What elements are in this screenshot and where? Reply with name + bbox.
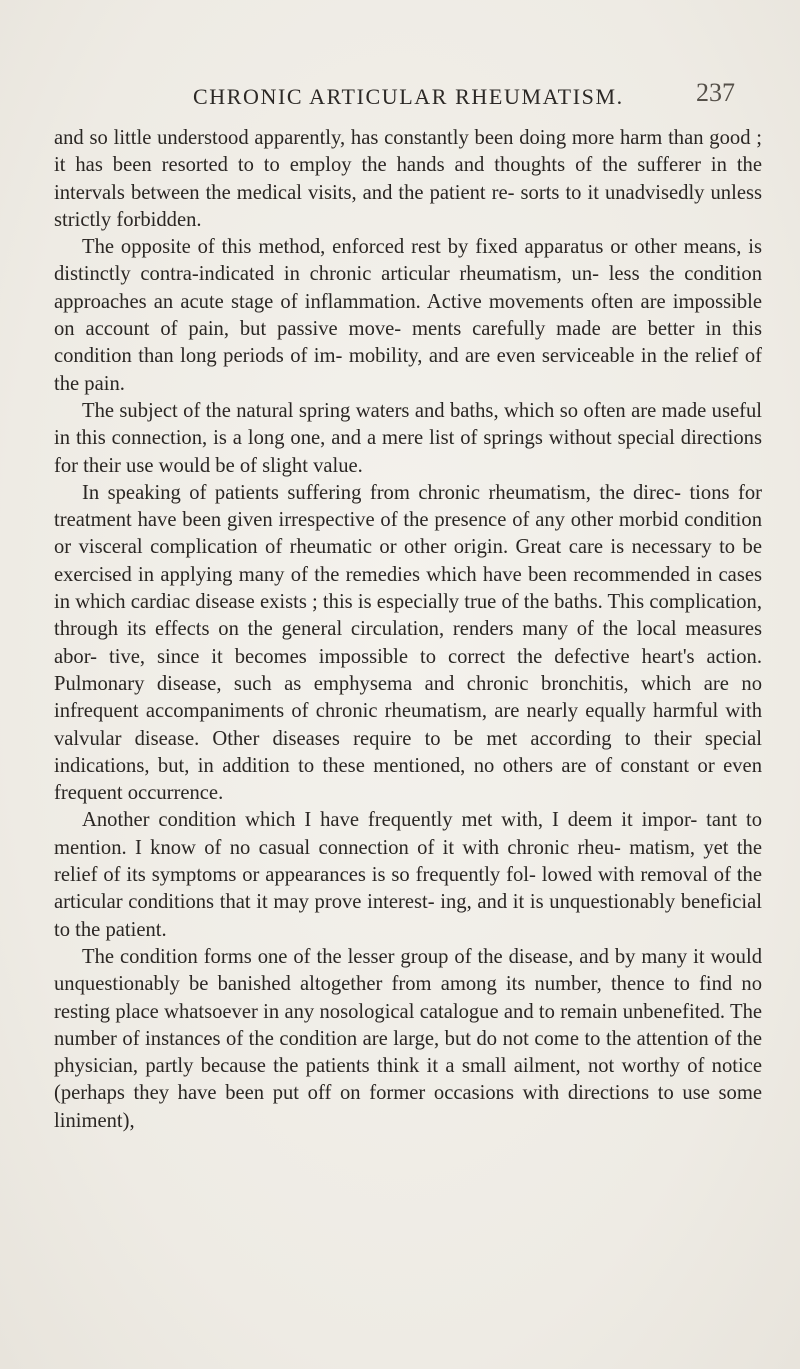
paragraph-lesser-group: The condition forms one of the lesser group of the disease, and by many it would unquestionably be banished altogether from among its number, thence to find no resting place whatsoever in any nosological catalogue and to remain unbenefited. The number of instances of the condition are large, but do not come to the attention of the physician, partly because the patients think it a small ailment, not worthy of notice (perhaps they have been put off on former occasions with directions to use some liniment), (54, 945, 762, 1132)
body-text (54, 125, 762, 1135)
page-number: 237 (696, 78, 735, 107)
paragraph-another-condition: Another condition which I have frequently met with, I deem it impor- tant to mention. I know of no casual connection of it with chronic rheu- matism, yet the relief of its symptoms or appearances is so frequently fol- lowed with removal of the articular conditions that it may prove interest- ing, and it is unquestionably beneficial to the patient. (54, 809, 762, 941)
paragraph-rest-method: The opposite of this method, enforced rest by fixed apparatus or other means, is distinctly contra-indicated in chronic articular rheumatism, un- less the condition approaches an acute stage of inflammation. Active movements often are impossible on account of pain, but passive move- ments carefully made are better in this condition than long periods of im- mobility, and are even serviceable in the relief of the pain. (54, 236, 762, 395)
paragraph-continuation: and so little understood apparently, has constantly been doing more harm than good ; it has been resorted to to employ the hands and thoughts of the sufferer in the intervals between the medical visits, and the patient re- sorts to it unadvisedly unless strictly forbidden. (54, 127, 762, 231)
paragraph-complications: In speaking of patients suffering from chronic rheumatism, the direc- tions for treatment have been given irrespective of the presence of any other morbid condition or visceral complication of rheumatic or other origin. Great care is necessary to be exercised in applying many of the remedies which have been recommended in cases in which cardiac disease exists ; this is especially true of the baths. This complication, through its effects on the general circulation, renders many of the local measures abor- tive, since it becomes impossible to correct the defective heart's action. Pulmonary disease, such as emphysema and chronic bronchitis, which are no infrequent accompaniments of chronic rheumatism, are nearly equally harmful with valvular disease. Other diseases require to be met according to their special indications, but, in addition to these mentioned, no others are of constant or even frequent occurrence. (54, 481, 762, 805)
running-title: CHRONIC ARTICULAR RHEUMATISM. (193, 84, 624, 109)
paragraph-spring-waters: The subject of the natural spring waters and baths, which so often are made useful in this connection, is a long one, and a mere list of springs without special directions for their use would be of slight value. (54, 399, 762, 477)
